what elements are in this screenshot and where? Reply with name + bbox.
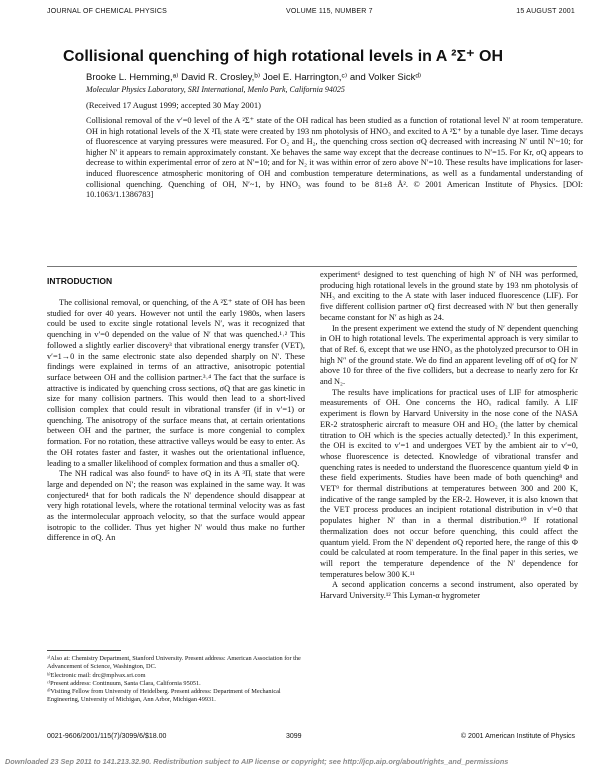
footnote: ᵃ⁾Also at: Chemistry Department, Stanford University. Present address: American Association for the Advancement of Science, Washington, DC. xyxy=(47,655,301,671)
received-dates: (Received 17 August 1999; accepted 30 May 2001) xyxy=(86,100,261,110)
paragraph: A second application concerns a second instrument, also operated by Harvard University.¹² This Lyman-α hygrometer xyxy=(320,580,578,601)
volume-number: VOLUME 115, NUMBER 7 xyxy=(286,8,373,15)
article-title: Collisional quenching of high rotational levels in A ²Σ⁺ OH xyxy=(63,48,503,65)
issn-line: 0021-9606/2001/115(7)/3099/6/$18.00 xyxy=(47,733,167,740)
footnote: ᵇ⁾Electronic mail: drc@mplvax.sri.com xyxy=(47,671,146,679)
footnote-divider xyxy=(47,650,121,651)
issue-date: 15 AUGUST 2001 xyxy=(516,8,575,15)
paragraph: In the present experiment we extend the study of N′ dependent quenching in OH to high rotational levels. The experimental approach is very similar to that of Ref. 6, except that we use HNO₃ as the photolyzed precursor to OH in high N″ of the ground state. We do find an apparent leveling off of σQ for N′ above 10 for three of the five colliders, but a decrease to nearly zero for Kr and N₂. xyxy=(320,323,578,387)
journal-name: JOURNAL OF CHEMICAL PHYSICS xyxy=(47,8,168,15)
author-list: Brooke L. Hemming,ᵃ⁾ David R. Crosley,ᵇ⁾ Joel E. Harrington,ᶜ⁾ and Volker Sickᵈ⁾ xyxy=(86,72,422,83)
section-heading: INTRODUCTION xyxy=(47,276,113,286)
paragraph: experiment⁶ designed to test quenching of high N′ of NH was performed, producing high rotational levels in the ground state by 193 nm photolysis of NH₃ and exciting to the A state with laser induced fluorescence (LIF). For five different collision partner σQ first decreased with N′ but then generally became constant for N′ as high as 24. xyxy=(320,270,578,322)
paragraph: The NH radical was also found⁵ to have σQ in its A ³Πᵢ state that were large and depended on N′; the reason was explained in the same way. It was conjectured⁴ that for both radicals the N′ dependence should disappear at very high rotational levels, where the rotational terminal velocity was as fast as the intermolecular approach velocity, so that the surface would appear isotropic to the collider. Thus yet higher N′ would thus make no further difference in σQ. An xyxy=(47,469,305,543)
abstract: Collisional removal of the v′=0 level of the A ²Σ⁺ state of the OH radical has been studied as a function of rotational level N′ at room temperature. OH in high rotational levels of the X ²Πᵢ state were created by 193 nm photolysis of HNO₃ and excited to A ²Σ⁺ by a tunable dye laser. Time decays of fluorescence at varying pressures were measured. For O₂ and H₂, the quenching cross section σQ decreased with increasing N′ until N′~10; for higher N′ it appears to remain approximately constant. Xe behaves the same way except that the decrease continues to N′=15. For Kr, σQ appears to decrease to within experimental error of zero at N′=10; and for N₂ it was within error of zero above N′=10. These results have implications for laser-induced fluorescence atmospheric monitoring of OH and combustion temperature determinations, as well as a fundamental understanding of collisional quenching. Quenching of OH, N′~1, by HNO₃ was found to be 81±8 Å². © 2001 American Institute of Physics. [DOI: 10.1063/1.1386783] xyxy=(86,116,583,200)
footnote: ᵈ⁾Visiting Fellow from University of Heidelberg. Present address: Department of Mechanical Engineering, University of Michigan, Ann Arbor, Michigan 49931. xyxy=(47,688,281,704)
download-notice: Downloaded 23 Sep 2011 to 141.213.32.90. Redistribution subject to AIP license or copyright; see http://jcp.aip.org/about/rights_and_permissions xyxy=(5,757,509,766)
paragraph: The results have implications for practical uses of LIF for atmospheric measurements of OH. One concerns the HOₓ radical family. A LIF experiment is flown by Harvard University in the nose cone of the NASA ER-2 stratospheric aircraft to measure OH and HO₂ (the latter by chemical titration to OH which is the species actually detected).⁷ In this experiment, the OH is excited to v′=1 and undergoes VET by the ambient air to v′=0, whose fluorescence is detected. Knowledge of vibrational transfer and quenching rates is needed to understand the fluorescence quantum yield Φ in these field experiments. Studies have been made of both quenching⁸ and VET⁹ for thermal distributions at temperatures between 300 and 200 K, indicative of the range sampled by the ER-2. However, it is also known that the VET process produces an incipient rotational distribution in v′=0 that populates higher N′ than in a thermal distribution.¹⁰ If rotational thermalization does not occur before quenching, this could affect the quantum yield. From the N′ dependent σQ reported here, the range of this Φ could be calculated at room temperature. In the final paper in this series, we will report the temperature dependence of the N′ dependence for temperatures below 300 K.¹¹ xyxy=(320,387,578,579)
section-divider xyxy=(47,266,577,267)
copyright: © 2001 American Institute of Physics xyxy=(460,733,575,740)
paragraph: The collisional removal, or quenching, of the A ²Σ⁺ state of OH has been studied for over 40 years. However not until the early 1980s, when lasers could be used to excite single rotational levels N′, was it recognized that quenching in v′=0 depended on the value of N′ that was quenched.¹˒² This followed a slightly earlier discovery³ that vibrational energy transfer (VET), v′=1→0 in the same electronic state also depended sharply on N′. These findings were explained in terms of an attractive, anisotropic potential surface between OH and the collision partner.³˒⁴ The fact that the surface is attractive is indicated by quenching cross sections, σQ that are gas kinetic in size for many collision partners. This would then lead to a short-lived collision complex that could result in vibrational transfer (if in v′=1) or quenching. The anisotropy of the surface means that, at certain orientations between OH and the partner, the surface is more congenial to complex formation. For no rotation, these attractive valleys would be easy to enter. As the OH rotates faster and faster, it washes out the orientational influence, leading to a smaller likelihood of complex formation and thus a smaller σQ. xyxy=(47,298,305,468)
right-column xyxy=(320,270,578,602)
left-column xyxy=(47,298,305,544)
affiliation: Molecular Physics Laboratory, SRI International, Menlo Park, California 94025 xyxy=(86,85,345,94)
footnotes xyxy=(47,655,305,705)
page-number: 3099 xyxy=(286,733,302,740)
footnote: ᶜ⁾Present address: Continuum, Santa Clara, California 95051. xyxy=(47,679,201,687)
